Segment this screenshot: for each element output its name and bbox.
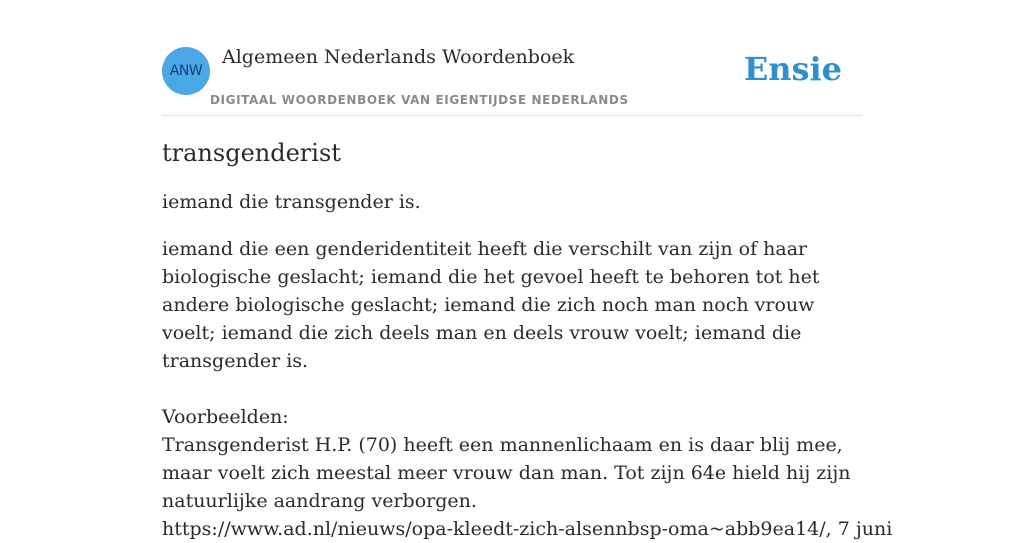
example-text: Transgenderist H.P. (70) heeft een mannenlichaam en is daar blij mee, maar voelt zich meestal meer vrouw dan man. Tot zijn 64e hield hij zijn natuurlijke aandrang verborgen. [162,434,851,512]
site-title[interactable]: Algemeen Nederlands Woordenboek [222,46,575,68]
site-header [162,0,862,116]
site-subtitle: DIGITAAL WOORDENBOEK VAN EIGENTIJDSE NEDERLANDS [210,93,629,107]
ensie-brand-logo[interactable]: Ensie [743,50,842,88]
long-definition: iemand die een genderidentiteit heeft die verschilt van zijn of haar biologische geslacht; iemand die het gevoel heeft te behoren tot het andere biologische geslacht; iemand die zich noch man noch vrouw voelt; iemand die zich deels man en deels vrouw voelt; iemand die transgender is. [162,238,820,372]
anw-logo[interactable]: ANW [162,47,210,95]
example-source-link[interactable]: https://www.ad.nl/nieuws/opa-kleedt-zich-alsennbsp-oma~abb9ea14/, 7 juni [162,518,893,540]
entry-content [162,136,893,543]
examples-label: Voorbeelden: [162,406,289,428]
short-definition: iemand die transgender is. [162,191,421,213]
headword: transgenderist [162,139,341,167]
